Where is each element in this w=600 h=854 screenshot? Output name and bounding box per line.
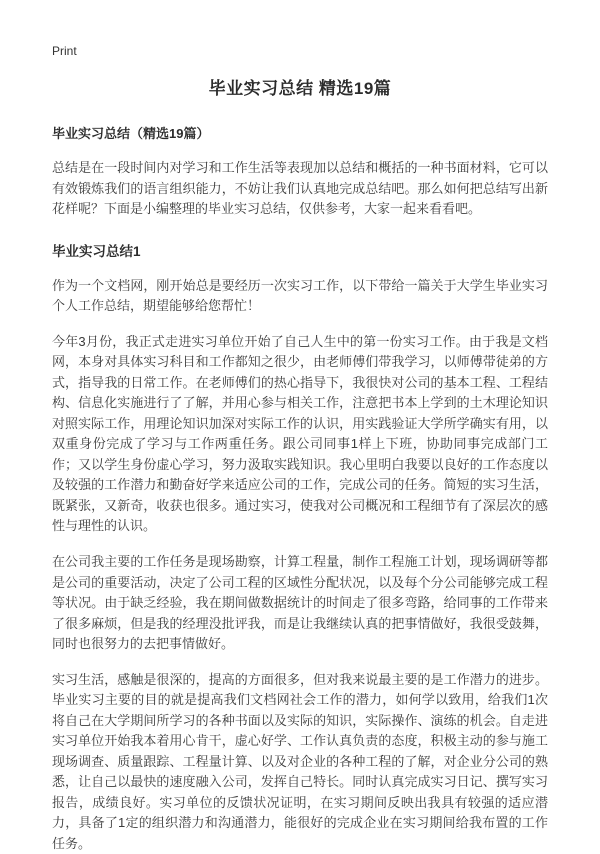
- paragraph-3: 在公司我主要的工作任务是现场勘察，计算工程量，制作工程施工计划，现场调研等都是公司的重要活动，决定了公司工程的区域性分配状况，以及每个分公司能够完成工程等状况。由于缺乏经验，我在期间做数据统计的时间走了很多弯路，给同事的工作带来了很多麻烦，但是我的经理没批评我，而是让我继续认真的把事情做好，我很受鼓舞，同时也很努力的去把事情做好。: [52, 553, 548, 652]
- document-subtitle: 毕业实习总结（精选19篇）: [52, 126, 210, 141]
- section-heading-1: 毕业实习总结1: [52, 243, 141, 259]
- print-button[interactable]: Print: [52, 44, 77, 58]
- paragraph-2: 今年3月份，我正式走进实习单位开始了自己人生中的第一份实习工作。由于我是文档网，本身对具体实习科目和工作都知之很少，由老师傅们带我学习，以师傅带徒弟的方式，指导我的日常工作。在老师傅们的热心指导下，我很快对公司的基本工程、工程结构、信息化实施进行了了解，并用心参与相关工作，注意把书本上学到的土木理论知识对照实际工作，用理论知识加深对实际工作的认识，用实践验证大学所学确实有用，以双重身份完成了学习与工作两重任务。跟公司同事1样上下班，协助同事完成部门工作；又以学生身份虚心学习，努力汲取实践知识。我心里明白我要以良好的工作态度以及较强的工作潜力和勤奋好学来适应公司的工作，完成公司的任务。简短的实习生活，既紧张，又新奇，收获也很多。通过实习，使我对公司概况和工程细节有了深层次的感性与理性的认识。: [52, 333, 548, 534]
- intro-paragraph: 总结是在一段时间内对学习和工作生活等表现加以总结和概括的一种书面材料，它可以有效锻炼我们的语言组织能力，不妨让我们认真地完成总结吧。那么如何把总结写出新花样呢？下面是小编整理的毕业实习总结，仅供参考，大家一起来看看吧。: [52, 160, 548, 217]
- paragraph-1: 作为一个文档网，刚开始总是要经历一次实习工作，以下带给一篇关于大学生毕业实习个人工作总结，期望能够给您帮忙！: [52, 277, 548, 314]
- page-title: 毕业实习总结 精选19篇: [208, 79, 392, 98]
- paragraph-4: 实习生活，感触是很深的，提高的方面很多，但对我来说最主要的是工作潜力的进步。毕业实习主要的目的就是提高我们文档网社会工作的潜力，如何学以致用，给我们1次将自己在大学期间所学习的各种书面以及实际的知识，实际操作、演练的机会。自走进实习单位开始我本着用心肯干，虚心好学、工作认真负责的态度，积极主动的参与施工现场调查、质量跟踪、工程量计算、以及对企业的各种工程的了解，对企业分公司的熟悉，让自己以最快的速度融入公司，发挥自己特长。同时认真完成实习日记、撰写实习报告，成绩良好。实习单位的反馈状况证明，在实习期间反映出我具有较强的适应潜力，具备了1定的组织潜力和沟通潜力，能很好的完成企业在实习期间给我布置的工作任务。: [52, 671, 548, 851]
